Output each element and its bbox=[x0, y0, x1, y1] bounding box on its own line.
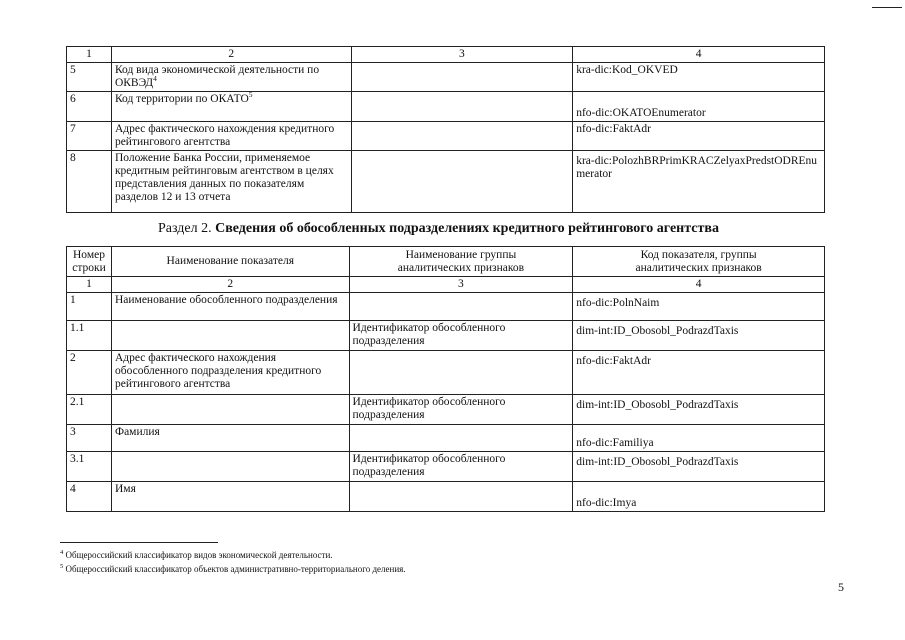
corner-mark bbox=[872, 7, 902, 8]
column-number: 4 bbox=[573, 277, 825, 293]
row-number: 6 bbox=[67, 92, 112, 122]
footnote-separator bbox=[60, 542, 218, 543]
group-name bbox=[349, 482, 573, 512]
table-column-numbers bbox=[67, 47, 825, 63]
table-row bbox=[67, 122, 825, 151]
row-number: 7 bbox=[67, 122, 112, 151]
group-name: Идентификатор обособленного подразделения bbox=[349, 321, 573, 351]
column-number: 1 bbox=[67, 47, 112, 63]
table-row bbox=[67, 425, 825, 452]
indicator-code: nfo-dic:Familiya bbox=[573, 425, 825, 452]
indicator-code: dim-int:ID_Obosobl_PodrazdTaxis bbox=[573, 452, 825, 482]
table-row bbox=[67, 92, 825, 122]
group-name bbox=[351, 63, 573, 92]
indicator-code: nfo-dic:OKATOEnumerator bbox=[573, 92, 825, 122]
row-number: 4 bbox=[67, 482, 112, 512]
table-row bbox=[67, 395, 825, 425]
group-name bbox=[349, 293, 573, 321]
group-name: Идентификатор обособленного подразделения bbox=[349, 452, 573, 482]
indicator-name bbox=[111, 321, 349, 351]
row-number: 2 bbox=[67, 351, 112, 395]
header-row-number: Номер строки bbox=[67, 247, 112, 277]
indicator-code: dim-int:ID_Obosobl_PodrazdTaxis bbox=[573, 395, 825, 425]
section-title: Раздел 2. Сведения об обособленных подразделениях кредитного рейтингового агентства bbox=[158, 221, 719, 236]
group-name bbox=[351, 92, 573, 122]
table-column-numbers bbox=[67, 277, 825, 293]
indicator-code: kra-dic:Kod_OKVED bbox=[573, 63, 825, 92]
indicator-name: Наименование обособленного подразделения bbox=[111, 293, 349, 321]
table-row bbox=[67, 321, 825, 351]
row-number: 1.1 bbox=[67, 321, 112, 351]
indicator-code: nfo-dic:PolnNaim bbox=[573, 293, 825, 321]
row-number: 2.1 bbox=[67, 395, 112, 425]
indicator-name bbox=[111, 395, 349, 425]
footnote: $^4$ Общероссийский классификатор видов экономической деятельности. bbox=[60, 549, 333, 560]
indicator-code: dim-int:ID_Obosobl_PodrazdTaxis bbox=[573, 321, 825, 351]
column-number: 3 bbox=[351, 47, 573, 63]
table-row bbox=[67, 351, 825, 395]
table-row bbox=[67, 482, 825, 512]
column-number: 3 bbox=[349, 277, 573, 293]
indicator-code: nfo-dic:FaktAdr bbox=[573, 122, 825, 151]
header-indicator-name: Наименование показателя bbox=[111, 247, 349, 277]
indicator-name: Код территории по ОКАТО$^5$ bbox=[111, 92, 351, 122]
column-number: 1 bbox=[67, 277, 112, 293]
group-name bbox=[351, 122, 573, 151]
table-row bbox=[67, 452, 825, 482]
indicator-name: Имя bbox=[111, 482, 349, 512]
indicator-name: Адрес фактического нахождения обособленного подразделения кредитного рейтингового агентства bbox=[111, 351, 349, 395]
table-continuation bbox=[66, 46, 825, 213]
table-row bbox=[67, 293, 825, 321]
indicator-code: nfo-dic:Imya bbox=[573, 482, 825, 512]
header-group-name: Наименование группы аналитических признаков bbox=[349, 247, 573, 277]
group-name bbox=[351, 151, 573, 213]
indicator-name: Положение Банка России, применяемое кредитным рейтинговым агентством в целях представления данных по показателям разделов 12 и 13 отчета bbox=[111, 151, 351, 213]
indicator-name: Адрес фактического нахождения кредитного рейтингового агентства bbox=[111, 122, 351, 151]
table-row bbox=[67, 151, 825, 213]
column-number: 2 bbox=[111, 277, 349, 293]
row-number: 3.1 bbox=[67, 452, 112, 482]
column-number: 4 bbox=[573, 47, 825, 63]
table-section-2 bbox=[66, 246, 825, 512]
footnote-ref: 4 bbox=[153, 74, 157, 84]
indicator-name bbox=[111, 452, 349, 482]
indicator-name: Код вида экономической деятельности по ОКВЭД$^4$ bbox=[111, 63, 351, 92]
group-name bbox=[349, 351, 573, 395]
indicator-code: nfo-dic:FaktAdr bbox=[573, 351, 825, 395]
row-number: 1 bbox=[67, 293, 112, 321]
indicator-name: Фамилия bbox=[111, 425, 349, 452]
footnote: $^5$ Общероссийский классификатор объектов административно-территориального деления. bbox=[60, 563, 406, 574]
row-number: 5 bbox=[67, 63, 112, 92]
indicator-code: kra-dic:PolozhBRPrimKRACZelyaxPredstODREnumerator bbox=[573, 151, 825, 213]
table-header bbox=[67, 247, 825, 277]
column-number: 2 bbox=[111, 47, 351, 63]
footnote-ref: 5 bbox=[248, 90, 253, 100]
header-indicator-code: Код показателя, группы аналитических признаков bbox=[573, 247, 825, 277]
page-number: 5 bbox=[838, 580, 844, 594]
row-number: 3 bbox=[67, 425, 112, 452]
group-name: Идентификатор обособленного подразделения bbox=[349, 395, 573, 425]
row-number: 8 bbox=[67, 151, 112, 213]
group-name bbox=[349, 425, 573, 452]
table-row bbox=[67, 63, 825, 92]
